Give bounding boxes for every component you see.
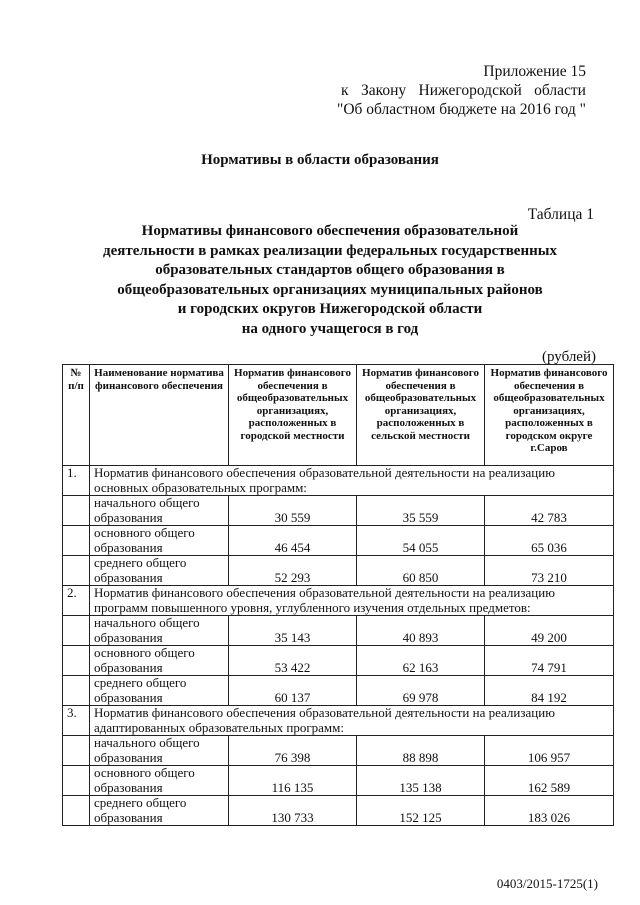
appendix-number: Приложение 15 xyxy=(483,63,586,80)
education-level-line: среднего общего xyxy=(94,675,187,690)
number-cell-empty xyxy=(63,736,90,766)
education-level-line: образования xyxy=(94,659,163,675)
header-rural: Норматив финансового обеспечения в общеобразовательных организациях, расположенных в сельской местности xyxy=(357,365,485,466)
value-rural: 54 055 xyxy=(357,526,485,556)
education-level-cell xyxy=(90,616,229,646)
education-level-cell xyxy=(90,736,229,766)
value-rural: 40 893 xyxy=(357,616,485,646)
education-level-line: начального общего xyxy=(94,495,200,510)
table-row xyxy=(63,616,614,646)
number-cell-empty xyxy=(63,496,90,526)
value-rural: 69 978 xyxy=(357,676,485,706)
header-norm-name: Наименование норматива финансового обеспечения xyxy=(90,365,229,466)
appendix-header xyxy=(337,62,586,119)
table-row xyxy=(63,496,614,526)
table-number: Таблица 1 xyxy=(527,206,594,223)
number-cell-empty xyxy=(63,676,90,706)
section-heading: Нормативы в области образования xyxy=(201,152,439,168)
education-level-line: начального общего xyxy=(94,615,200,630)
number-cell-empty xyxy=(63,796,90,826)
appendix-law-title: "Об областном бюджете на 2016 год " xyxy=(337,101,586,118)
education-level-line: образования xyxy=(94,689,163,705)
appendix-law-word: области xyxy=(534,82,586,99)
group-number: 3. xyxy=(63,706,90,736)
number-cell-empty xyxy=(63,556,90,586)
education-level-line: образования xyxy=(94,569,163,585)
value-urban: 76 398 xyxy=(229,736,357,766)
table-group-row xyxy=(63,466,614,496)
value-urban: 30 559 xyxy=(229,496,357,526)
number-cell-empty xyxy=(63,646,90,676)
value-urban: 116 135 xyxy=(229,766,357,796)
education-level-line: основного общего xyxy=(94,525,195,540)
header-sarov: Норматив финансового обеспечения в общеобразовательных организациях, расположенных в городском округе г.Саров xyxy=(485,365,614,466)
education-level-line: среднего общего xyxy=(94,795,187,810)
title-line: Нормативы финансового обеспечения образовательной xyxy=(141,223,519,239)
education-level-cell xyxy=(90,496,229,526)
value-sarov: 84 192 xyxy=(485,676,614,706)
education-level-line: образования xyxy=(94,809,163,825)
group-title: Норматив финансового обеспечения образовательной деятельности на реализацию программ повышенного уровня, углубленного изучения отдельных предметов: xyxy=(90,586,614,616)
value-urban: 35 143 xyxy=(229,616,357,646)
table-row xyxy=(63,646,614,676)
value-urban: 60 137 xyxy=(229,676,357,706)
title-line: общеобразовательных организациях муниципальных районов xyxy=(117,281,543,298)
number-cell-empty xyxy=(63,526,90,556)
table-header-row xyxy=(63,365,614,466)
appendix-law-word: Нижегородской xyxy=(418,82,522,99)
value-sarov: 65 036 xyxy=(485,526,614,556)
education-level-cell xyxy=(90,676,229,706)
norms-table xyxy=(62,364,614,826)
value-urban: 46 454 xyxy=(229,526,357,556)
value-sarov: 183 026 xyxy=(485,796,614,826)
number-cell-empty xyxy=(63,616,90,646)
header-number: № п/п xyxy=(63,365,90,466)
value-sarov: 73 210 xyxy=(485,556,614,586)
value-rural: 62 163 xyxy=(357,646,485,676)
title-line: на одного учащегося в год xyxy=(241,320,419,337)
title-line: деятельности в рамках реализации федеральных государственных xyxy=(103,242,557,259)
table-group-row xyxy=(63,586,614,616)
education-level-cell xyxy=(90,766,229,796)
education-level-line: среднего общего xyxy=(94,555,187,570)
value-rural: 60 850 xyxy=(357,556,485,586)
education-level-line: образования xyxy=(94,629,163,645)
value-sarov: 162 589 xyxy=(485,766,614,796)
header-urban: Норматив финансового обеспечения в общеобразовательных организациях, расположенных в городской местности xyxy=(229,365,357,466)
value-urban: 52 293 xyxy=(229,556,357,586)
education-level-cell xyxy=(90,556,229,586)
table-title xyxy=(40,222,620,339)
table-row xyxy=(63,736,614,766)
units-label: (рублей) xyxy=(541,349,596,365)
appendix-law-line xyxy=(341,81,586,100)
education-level-line: основного общего xyxy=(94,765,195,780)
value-sarov: 106 957 xyxy=(485,736,614,766)
education-level-cell xyxy=(90,796,229,826)
number-cell-empty xyxy=(63,766,90,796)
education-level-line: образования xyxy=(94,779,163,795)
table-body xyxy=(63,466,614,826)
value-sarov: 74 791 xyxy=(485,646,614,676)
appendix-law-word: к xyxy=(341,82,349,99)
group-number: 2. xyxy=(63,586,90,616)
table-row xyxy=(63,526,614,556)
table-row xyxy=(63,766,614,796)
value-sarov: 42 783 xyxy=(485,496,614,526)
education-level-line: образования xyxy=(94,539,163,555)
document-code: 0403/2015-1725(1) xyxy=(496,876,598,891)
table-group-row xyxy=(63,706,614,736)
group-number: 1. xyxy=(63,466,90,496)
value-rural: 135 138 xyxy=(357,766,485,796)
value-sarov: 49 200 xyxy=(485,616,614,646)
group-title: Норматив финансового обеспечения образовательной деятельности на реализацию адаптированных образовательных программ: xyxy=(90,706,614,736)
appendix-law-word: Закону xyxy=(360,82,407,99)
value-rural: 152 125 xyxy=(357,796,485,826)
education-level-line: образования xyxy=(94,749,163,765)
education-level-cell xyxy=(90,526,229,556)
group-title: Норматив финансового обеспечения образовательной деятельности на реализацию основных образовательных программ: xyxy=(90,466,614,496)
value-rural: 35 559 xyxy=(357,496,485,526)
education-level-line: основного общего xyxy=(94,645,195,660)
education-level-line: начального общего xyxy=(94,735,200,750)
value-rural: 88 898 xyxy=(357,736,485,766)
education-level-line: образования xyxy=(94,509,163,525)
title-line: образовательных стандартов общего образования в xyxy=(155,262,505,278)
table-row xyxy=(63,796,614,826)
education-level-cell xyxy=(90,646,229,676)
table-row xyxy=(63,556,614,586)
value-urban: 130 733 xyxy=(229,796,357,826)
value-urban: 53 422 xyxy=(229,646,357,676)
title-line: и городских округов Нижегородской области xyxy=(177,301,483,317)
table-row xyxy=(63,676,614,706)
